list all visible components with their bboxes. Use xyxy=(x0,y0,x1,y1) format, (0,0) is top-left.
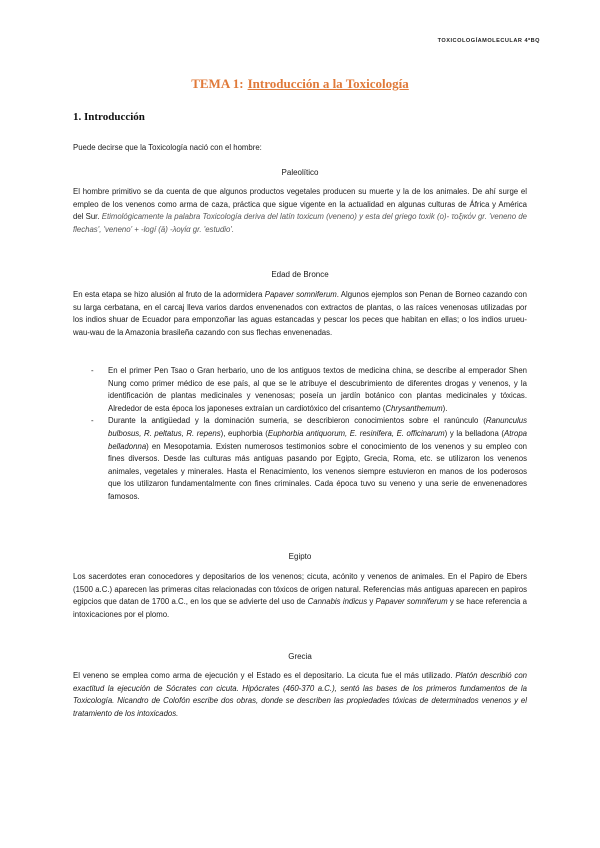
bronce-paragraph xyxy=(73,289,527,339)
bronce-species: Papaver somniferum xyxy=(264,290,337,299)
paleo-paragraph xyxy=(73,186,527,236)
running-header: TOXICOLOGÍAMOLECULAR 4ºBQ xyxy=(437,38,540,44)
chapter-title-text: Introducción a la Toxicología xyxy=(247,76,409,91)
paleo-text: El hombre primitivo se da cuenta de que algunos productos vegetales producen su muerte y la de los animales. De ahí surge el empleo de los venenos como arma de caza, práctica que sigue vigente en la actualidad en algunas culturas de África y América del Sur. xyxy=(73,187,527,222)
list-item-text: Durante la antigüedad y la dominación sumeria, se describieron conocimientos sobre el ranúnculo ( xyxy=(108,416,486,426)
grecia-heading: Grecia xyxy=(288,652,312,661)
grecia-text-italic: Platón describió con exactitud la ejecución de Sócrates con cicuta. Hipócrates (460-370 a.C.), sentó las bases de los primeros fundamentos de la Toxicología. Nicandro de Colofón escribe dos obras, donde se describen las propiedades tóxicas de determinados venenos y el tratamiento de los intoxicados. xyxy=(73,671,527,718)
grecia-paragraph xyxy=(73,670,527,720)
grecia-text-a: El veneno se emplea como arma de ejecución y el Estado es el depositario. La cicuta fue el más utilizado. xyxy=(73,671,456,680)
bronce-text-a: En esta etapa se hizo alusión al fruto de la adormidera xyxy=(73,290,265,299)
paleo-etymology: Etimológicamente la palabra Toxicología deriva del latín toxicum (veneno) y esta del griego toxik (o)- τοξικόν gr. 'veneno de flechas', 'veneno' + -logí (ā) -λογία gr. 'estudio'. xyxy=(73,212,527,234)
list-item-species: Chrysanthemum xyxy=(385,403,443,413)
list-item-text: ), euphorbia ( xyxy=(220,428,268,438)
list-item xyxy=(73,415,527,503)
list-item-species: Atropa belladonna xyxy=(108,428,527,451)
section-heading: 1. Introducción xyxy=(73,111,145,123)
egipto-text-e: y se hace referencia a intoxicaciones por el plomo. xyxy=(73,597,527,619)
egipto-species-1: Cannabis indicus xyxy=(307,597,368,607)
list-item-text: ) y la belladona ( xyxy=(444,428,505,438)
bronce-text-c: . Algunos ejemplos son Penan de Borneo cazando con su larga cerbatana, en el carcaj lleva varios dardos envenenados con extractos de plantas, o las raíces venenosas utilizadas por los indios shuar de Ecuador para emponzoñar las aguas estancadas y pescar los peces que habitan en ellas; o los indios urueu-wau-wau de la Amazonia brasileña cazando con sus flechas envenenadas. xyxy=(73,290,527,337)
list-dash: - xyxy=(91,416,94,426)
list-item-text-end: ). xyxy=(442,403,448,413)
bronce-heading: Edad de Bronce xyxy=(271,270,329,279)
egipto-paragraph xyxy=(73,571,527,621)
list-dash: - xyxy=(91,366,94,375)
egipto-heading: Egipto xyxy=(288,552,312,561)
egipto-species-2: Papaver somniferum xyxy=(375,597,448,607)
list-item-species: Euphorbia antiquorum, E. resinifera, E. officinarum xyxy=(267,428,445,438)
list-item xyxy=(73,365,527,415)
chapter-title xyxy=(0,76,600,92)
paleo-heading: Paleolítico xyxy=(281,168,319,177)
egipto-text-c: y xyxy=(367,597,376,607)
list-item-text: ) en Mesopotamia. Existen numerosos testimonios sobre el conocimiento de los venenos y su empleo con fines diversos. Desde las culturas más antiguas pasando por Egipto, Grecia, Roma, etc. se utilizaron los venenos animales, vegetales y minerales. Hasta el Renacimiento, los venenos siempre estuvieron en manos de los poderosos que los utilizaron fundamentalmente con fines criminales. Cada época tuvo su veneno y una serie de envenenadores famosos. xyxy=(108,441,527,501)
list-item-species: Ranunculus bulbosus, R. peltatus, R. repens xyxy=(108,416,527,438)
chapter-title-prefix: TEMA 1: xyxy=(191,76,244,91)
list-item-text: En el primer Pen Tsao o Gran herbario, uno de los antiguos textos de medicina china, se describe al emperador Shen Nung como primer médico de ese país, al que se le atribuye el descubrimiento de diferentes drogas y venenos, y la identificación de plantas medicinales y venenosas; poseía un jardín botánico con plantas medicinales y tóxicas. Alrededor de esta época los japoneses extraían un cardiotóxico del crisantemo ( xyxy=(108,366,527,413)
bronce-list xyxy=(73,365,527,504)
intro-sentence: Puede decirse que la Toxicología nació con el hombre: xyxy=(73,143,262,152)
egipto-text-a: Los sacerdotes eran conocedores y depositarios de los venenos; cicuta, acónito y venenos de animales. En el Papiro de Ebers (1500 a.C.) aparecen las primeras citas relacionadas con tóxicos de origen natural. Referencias más antiguas aparecen en papiros egipcios que datan de 1700 a.C., en los que se advierte del uso de xyxy=(73,572,527,607)
